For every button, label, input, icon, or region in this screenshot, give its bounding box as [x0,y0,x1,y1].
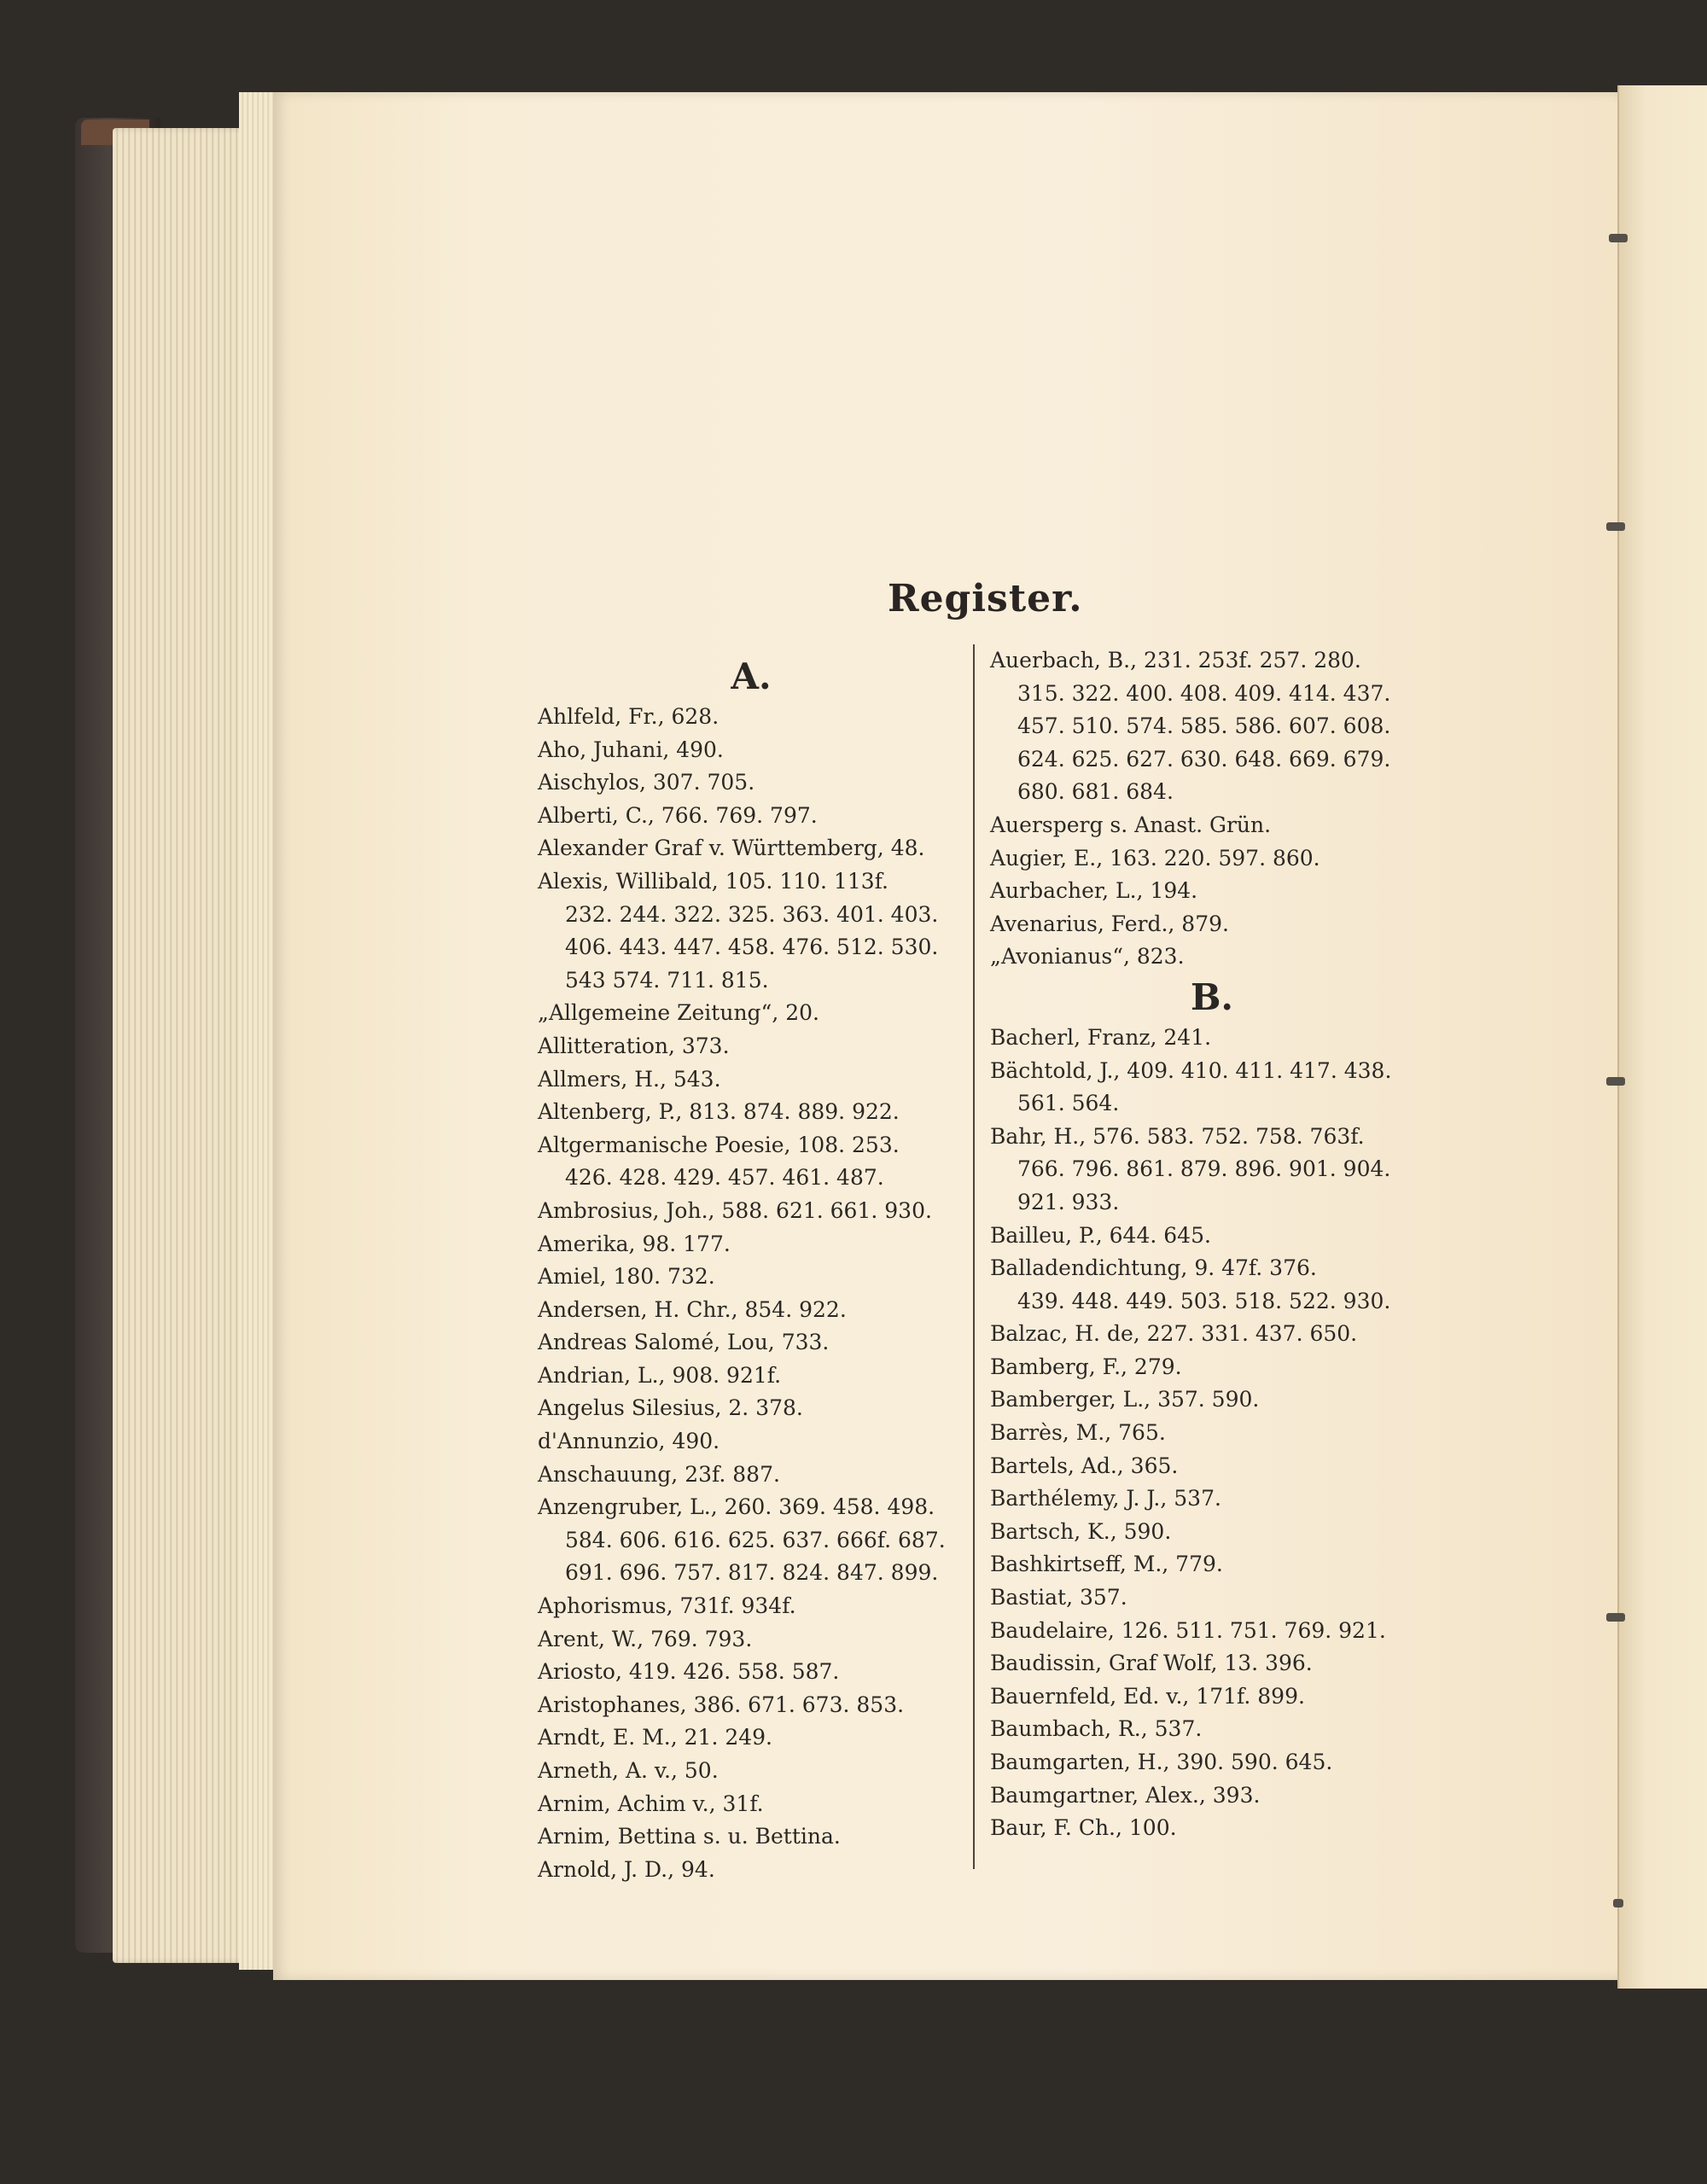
index-entry: Avenarius, Ferd., 879. [990,911,1229,936]
column-divider [973,644,975,1869]
index-entry-continuation: 232. 244. 322. 325. 363. 401. 403. [565,901,939,927]
binding-hole [1609,234,1628,242]
index-entry: Alberti, C., 766. 769. 797. [538,802,818,828]
index-entry: Bamberg, F., 279. [990,1354,1182,1379]
index-entry: Baumbach, R., 537. [990,1716,1203,1742]
index-entry-continuation: 680. 681. 684. [1017,779,1174,805]
index-entry: Anzengruber, L., 260. 369. 458. 498. [538,1494,935,1520]
index-entry-continuation: 691. 696. 757. 817. 824. 847. 899. [565,1560,939,1586]
index-entry: Bartsch, K., 590. [990,1518,1172,1544]
index-entry: Ariosto, 419. 426. 558. 587. [538,1659,840,1685]
index-entry: Alexis, Willibald, 105. 110. 113f. [538,868,888,894]
index-entry: Augier, E., 163. 220. 597. 860. [990,845,1320,871]
index-entry-continuation: 406. 443. 447. 458. 476. 512. 530. [565,935,939,960]
index-entry: Arnold, J. D., 94. [538,1856,715,1882]
index-entry: Barrès, M., 765. [990,1420,1166,1446]
index-entry: Bartels, Ad., 365. [990,1453,1179,1478]
index-entry: Balladendichtung, 9. 47f. 376. [990,1255,1317,1281]
binding-hole [1606,1077,1625,1086]
left-column [538,653,964,1886]
index-entry: Aphorismus, 731f. 934f. [538,1593,796,1619]
index-entry: Amiel, 180. 732. [538,1264,715,1290]
index-entry-continuation: 584. 606. 616. 625. 637. 666f. 687. [565,1527,946,1552]
index-entry: Andersen, H. Chr., 854. 922. [538,1296,847,1322]
index-entry: „Allgemeine Zeitung“, 20. [538,1000,819,1026]
index-entry: Allmers, H., 543. [538,1066,721,1092]
index-entry: Bächtold, J., 409. 410. 411. 417. 438. [990,1057,1392,1083]
page-title: Register. [888,577,1083,620]
index-entry: Anschauung, 23f. 887. [538,1461,780,1487]
index-entry: Baumgarten, H., 390. 590. 645. [990,1750,1333,1774]
binding-hole [1606,522,1625,531]
index-entry: Bastiat, 357. [990,1585,1127,1610]
index-entry: Ambrosius, Joh., 588. 621. 661. 930. [538,1197,932,1223]
index-entry: Aho, Juhani, 490. [538,737,724,762]
index-entry: Balzac, H. de, 227. 331. 437. 650. [990,1321,1358,1347]
index-entry: Baudissin, Graf Wolf, 13. 396. [990,1651,1313,1676]
index-entry-continuation: 315. 322. 400. 408. 409. 414. 437. [1017,680,1391,706]
index-entry-continuation: 624. 625. 627. 630. 648. 669. 679. [1017,746,1391,772]
index-entry: Auerbach, B., 231. 253f. 257. 280. [990,648,1361,673]
index-entry: Angelus Silesius, 2. 378. [538,1395,803,1421]
index-entry: Ahlfeld, Fr., 628. [538,704,720,729]
index-entry: Arnim, Achim v., 31f. [538,1791,764,1816]
index-entry: Baur, F. Ch., 100. [990,1815,1177,1841]
index-entry: Baumgartner, Alex., 393. [990,1782,1261,1808]
index-entry: Bamberger, L., 357. 590. [990,1387,1260,1412]
index-entry: Aurbacher, L., 194. [990,878,1198,904]
index-entry: Amerika, 98. 177. [538,1231,731,1256]
index-entry-continuation: 543 574. 711. 815. [565,967,769,993]
index-entry: Bacherl, Franz, 241. [990,1024,1212,1050]
letter-heading: A. [731,655,772,697]
index-entry: „Avonianus“, 823. [990,944,1185,970]
binding-hole [1613,1899,1623,1907]
index-entry: Bahr, H., 576. 583. 752. 758. 763f. [990,1123,1365,1149]
index-entry: Bailleu, P., 644. 645. [990,1222,1211,1248]
index-entry: Baudelaire, 126. 511. 751. 769. 921. [990,1617,1386,1643]
index-entry: Barthélemy, J. J., 537. [990,1486,1221,1511]
right-column [990,644,1434,1845]
index-entry: Aischylos, 307. 705. [538,770,755,795]
index-entry: Bashkirtseff, M., 779. [990,1552,1223,1577]
index-entry: d'Annunzio, 490. [538,1429,720,1454]
index-entry: Altgermanische Poesie, 108. 253. [538,1132,900,1157]
index-entry: Arnim, Bettina s. u. Bettina. [538,1824,841,1849]
letter-heading: B. [1190,976,1234,1018]
index-entry-continuation: 766. 796. 861. 879. 896. 901. 904. [1017,1156,1391,1182]
index-entry-continuation: 457. 510. 574. 585. 586. 607. 608. [1017,713,1391,739]
index-entry: Allitteration, 373. [538,1033,730,1058]
index-entry: Andrian, L., 908. 921f. [538,1362,782,1388]
index-entry-continuation: 439. 448. 449. 503. 518. 522. 930. [1017,1288,1391,1313]
index-entry-continuation: 921. 933. [1017,1189,1120,1214]
binding-hole [1606,1613,1625,1622]
facing-page-edge [1617,85,1707,1989]
index-entry-continuation: 561. 564. [1017,1091,1120,1116]
index-entry: Arent, W., 769. 793. [538,1626,753,1651]
index-entry: Auersperg s. Anast. Grün. [990,812,1272,837]
index-entry: Altenberg, P., 813. 874. 889. 922. [538,1099,900,1125]
index-entry: Aristophanes, 386. 671. 673. 853. [538,1692,905,1717]
index-entry: Andreas Salomé, Lou, 733. [538,1330,830,1355]
index-entry-continuation: 426. 428. 429. 457. 461. 487. [565,1165,884,1191]
index-entry: Bauernfeld, Ed. v., 171f. 899. [990,1683,1305,1709]
index-entry: Arneth, A. v., 50. [538,1758,719,1783]
index-entry: Arndt, E. M., 21. 249. [538,1725,772,1750]
index-entry: Alexander Graf v. Württemberg, 48. [538,836,925,861]
